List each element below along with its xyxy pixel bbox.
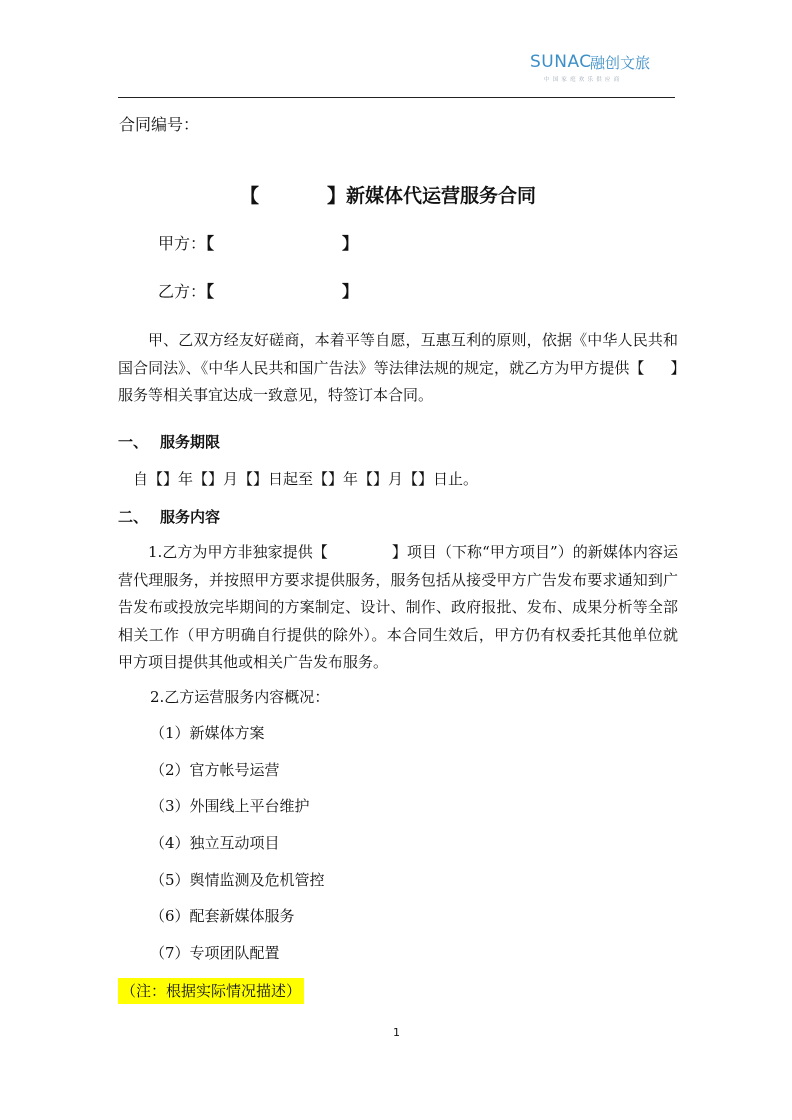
party-b-label: 乙方： bbox=[158, 282, 207, 301]
party-b-line bbox=[158, 282, 358, 302]
party-a-line bbox=[158, 234, 358, 254]
section-1-heading bbox=[118, 432, 220, 452]
section-1-number: 一、 bbox=[118, 433, 149, 451]
list-item: （6）配套新媒体服务 bbox=[150, 907, 295, 925]
title-text: 】新媒体代运营服务合同 bbox=[327, 185, 537, 207]
service-period-text: 自【】年【】月【】日起至【】年【】月【】日止。 bbox=[133, 470, 479, 488]
party-b-open-bracket: 【 bbox=[206, 282, 215, 301]
section-2-title: 服务内容 bbox=[160, 508, 221, 526]
clause-1-paragraph bbox=[118, 539, 678, 677]
party-a-close-bracket: 】 bbox=[342, 234, 359, 253]
list-item: （5）舆情监测及危机管控 bbox=[150, 871, 325, 889]
clause-1-text-part1: 1.乙方为甲方非独家提供【 bbox=[148, 543, 328, 561]
section-1-title: 服务期限 bbox=[160, 433, 221, 451]
document-title bbox=[240, 186, 536, 206]
list-item: （1）新媒体方案 bbox=[150, 724, 265, 742]
title-open-bracket: 【 bbox=[240, 185, 260, 207]
list-item: （3）外围线上平台维护 bbox=[150, 797, 310, 815]
highlighted-note: （注：根据实际情况描述） bbox=[118, 978, 304, 1004]
clause-1-text-part2: 】项目（下称“甲方项目”）的新媒体内容运营代理服务，并按照甲方要求提供服务，服务包括从接受甲方广告发布要求通知到广告发布或投放完毕期间的方案制定、设计、制作、政府报批、发布、成果分析等全部相关工作（甲方明确自行提供的除外）。本合同生效后，甲方仍有权委托其他单位就甲方项目提供其他或相关广告发布服务。 bbox=[118, 543, 678, 671]
contract-number-label: 合同编号： bbox=[119, 115, 200, 134]
intro-paragraph bbox=[118, 327, 678, 410]
list-item: （2）官方帐号运营 bbox=[150, 761, 280, 779]
party-a-open-bracket: 【 bbox=[206, 234, 215, 253]
page-number: 1 bbox=[393, 1026, 400, 1039]
section-2-number: 二、 bbox=[118, 508, 149, 526]
party-a-label: 甲方： bbox=[158, 234, 207, 253]
logo-chinese-name: 融创文旅 bbox=[590, 54, 651, 72]
intro-text-part2: 】服务等相关事宜达成一致意见，特签订本合同。 bbox=[118, 358, 678, 404]
clause-2-text: 2.乙方运营服务内容概况： bbox=[150, 688, 330, 706]
logo-wordmark: SUNAC bbox=[530, 52, 592, 72]
intro-text-part1: 甲、乙双方经友好磋商，本着平等自愿，互惠互利的原则，依据《中华人民共和国合同法》、《中华人民共和国广告法》等法律法规的规定，就乙方为甲方提供【 bbox=[118, 331, 678, 377]
header-divider bbox=[118, 97, 675, 98]
logo-tagline: 中国家庭欢乐供应商 bbox=[544, 77, 623, 83]
section-2-heading bbox=[118, 507, 220, 527]
list-item: （7）专项团队配置 bbox=[150, 944, 280, 962]
company-logo bbox=[530, 52, 680, 88]
party-b-close-bracket: 】 bbox=[342, 282, 359, 301]
list-item: （4）独立互动项目 bbox=[150, 834, 280, 852]
